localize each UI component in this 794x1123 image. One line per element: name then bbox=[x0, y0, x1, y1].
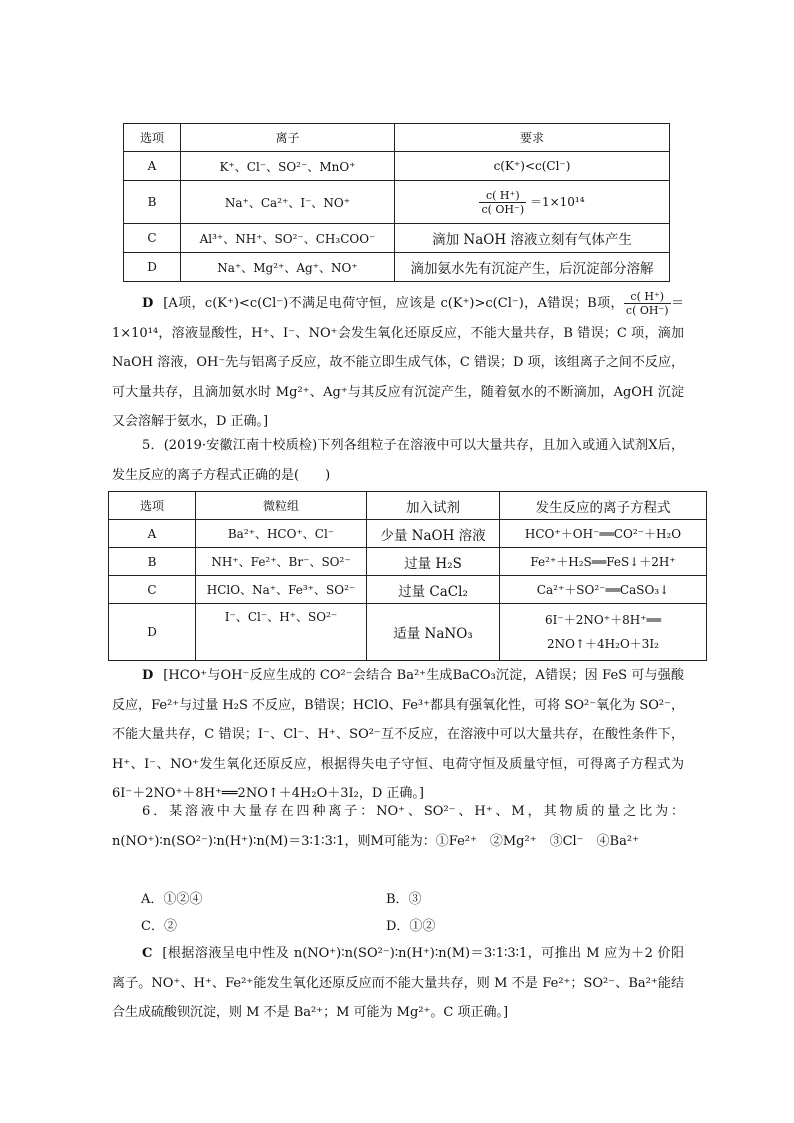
table-header-row bbox=[109, 492, 707, 520]
header-ions: 离子 bbox=[181, 124, 395, 152]
requirement-value: ＝1×10¹⁴ bbox=[529, 194, 585, 209]
row-option: D bbox=[109, 604, 196, 661]
row-particles: NH⁺、Fe²⁺、Br⁻、SO²⁻ bbox=[196, 548, 367, 576]
fraction bbox=[624, 290, 671, 317]
row-requirement: 滴加氨水先有沉淀产生，后沉淀部分溶解 bbox=[395, 253, 670, 282]
header-option: 选项 bbox=[124, 124, 181, 152]
header-option: 选项 bbox=[109, 492, 196, 520]
row-equation: HCO⁺＋OH⁻══CO²⁻＋H₂O bbox=[500, 520, 707, 548]
table-row bbox=[109, 604, 707, 661]
header-requirement: 要求 bbox=[395, 124, 670, 152]
ion-requirement-table bbox=[123, 123, 670, 282]
answer-letter: C bbox=[142, 946, 153, 961]
row-particles: Ba²⁺、HCO⁺、Cl⁻ bbox=[196, 520, 367, 548]
row-option: B bbox=[124, 181, 181, 224]
equation-line-1: 6I⁻＋2NO⁺＋8H⁺══ bbox=[545, 613, 661, 627]
row-equation: Ca²⁺＋SO²⁻══CaSO₃↓ bbox=[500, 576, 707, 604]
table-row bbox=[124, 224, 670, 253]
equation-line-2: 2NO↑＋4H₂O＋3I₂ bbox=[547, 637, 659, 651]
header-particles: 微粒组 bbox=[196, 492, 367, 520]
row-ions: Al³⁺、NH⁺、SO²⁻、CH₃COO⁻ bbox=[181, 224, 395, 253]
row-option: C bbox=[124, 224, 181, 253]
option-b: B．③ bbox=[386, 892, 422, 907]
option-a: A．①②④ bbox=[141, 892, 203, 907]
answer-4-explanation bbox=[112, 289, 684, 437]
table-row bbox=[109, 576, 707, 604]
answer-text-part3: 1×10¹⁴，溶液显酸性，H⁺、I⁻、NO⁺会发生氧化还原反应，不能大量共存，B 错误；C 项，滴加 NaOH 溶液，OH⁻先与铝离子反应，故不能立即生成气体，C 错误；D 项，该组离子之间不反应，可大量共存，且滴加氨水时 Mg²⁺、Ag⁺与其反应有沉淀产生，随着氨水的不断滴加，AgOH 沉淀又会溶解于氨水，D 正确。] bbox=[112, 325, 684, 429]
answer-letter: D bbox=[142, 296, 154, 311]
row-particles: HClO、Na⁺、Fe³⁺、SO²⁻ bbox=[196, 576, 367, 604]
table-row bbox=[109, 548, 707, 576]
fraction bbox=[479, 189, 526, 216]
row-option: A bbox=[124, 152, 181, 181]
option-d: D．①② bbox=[386, 919, 436, 934]
row-reagent: 过量 CaCl₂ bbox=[367, 576, 500, 604]
fraction-denominator: c( OH⁻) bbox=[481, 202, 525, 216]
row-reagent: 少量 NaOH 溶液 bbox=[367, 520, 500, 548]
row-option: D bbox=[124, 253, 181, 282]
table-row bbox=[109, 520, 707, 548]
row-particles: I⁻、Cl⁻、H⁺、SO²⁻ bbox=[196, 604, 367, 661]
table-header-row bbox=[124, 124, 670, 152]
row-equation: Fe²⁺＋H₂S══FeS↓＋2H⁺ bbox=[500, 548, 707, 576]
answer-text: [HCO⁺与OH⁻反应生成的 CO²⁻会结合 Ba²⁺生成BaCO₃沉淀，A错误；因 FeS 可与强酸反应，Fe²⁺与过量 H₂S 不反应，B错误；HClO、Fe³⁺都具有强氧化性，可将 SO²⁻氧化为 SO²⁻，不能大量共存，C 错误；I⁻、Cl⁻、H⁺、SO²⁻互不反应，在溶液中可以大量共存，在酸性条件下，H⁺、I⁻、NO⁺发生氧化还原反应，根据得失电子守恒、电荷守恒及质量守恒，可得离子方程式为 6I⁻＋2NO⁺＋8H⁺══2NO↑＋4H₂O＋3I₂，D 正确。] bbox=[112, 668, 684, 801]
fraction-numerator: c( H⁺) bbox=[479, 189, 526, 203]
row-requirement: c(K⁺)<c(Cl⁻) bbox=[395, 152, 670, 181]
answer-letter: D bbox=[142, 668, 154, 683]
row-ions: Na⁺、Mg²⁺、Ag⁺、NO⁺ bbox=[181, 253, 395, 282]
row-equation bbox=[500, 604, 707, 661]
fraction-numerator: c( H⁺) bbox=[624, 290, 671, 304]
question-5-stem: 5．(2019·安徽江南十校质检)下列各组粒子在溶液中可以大量共存，且加入或通入试剂X后，发生反应的离子方程式正确的是( ) bbox=[112, 438, 684, 483]
row-option: A bbox=[109, 520, 196, 548]
answer-text: [根据溶液呈电中性及 n(NO⁺)∶n(SO²⁻)∶n(H⁺)∶n(M)＝3∶1∶3∶1，可推出 M 应为＋2 价阳离子。NO⁺、H⁺、Fe²⁺能发生氧化还原反应而不能大量共存，则 M 不是 Fe²⁺；SO²⁻、Ba²⁺能结合生成硫酸钡沉淀，则 M 不是 Ba²⁺；M 可能为 Mg²⁺。C 项正确。] bbox=[112, 946, 684, 1020]
question-6-stem: 6．某溶液中大量存在四种离子：NO⁺、SO²⁻、H⁺、M，其物质的量之比为：n(NO⁺)∶n(SO²⁻)∶n(H⁺)∶n(M)＝3∶1∶3∶1，则M可能为：①Fe²⁺ ②Mg²⁺ ③Cl⁻ ④Ba²⁺ bbox=[112, 804, 684, 849]
answer-5-explanation bbox=[112, 661, 684, 809]
table-row bbox=[124, 152, 670, 181]
row-option: B bbox=[109, 548, 196, 576]
answer-6-explanation bbox=[112, 939, 684, 1028]
table-row bbox=[124, 181, 670, 224]
row-ions: K⁺、Cl⁻、SO²⁻、MnO⁺ bbox=[181, 152, 395, 181]
fraction-denominator: c( OH⁻) bbox=[625, 304, 669, 317]
row-reagent: 过量 H₂S bbox=[367, 548, 500, 576]
table-row bbox=[124, 253, 670, 282]
answer-text-part1: [A项，c(K⁺)<c(Cl⁻)不满足电荷守恒，应该是 c(K⁺)>c(Cl⁻)，A错误；B项， bbox=[163, 296, 624, 311]
row-requirement bbox=[395, 181, 670, 224]
particle-reaction-table bbox=[108, 491, 707, 661]
row-option: C bbox=[109, 576, 196, 604]
row-requirement: 滴加 NaOH 溶液立刻有气体产生 bbox=[395, 224, 670, 253]
row-ions: Na⁺、Ca²⁺、I⁻、NO⁺ bbox=[181, 181, 395, 224]
header-reagent: 加入试剂 bbox=[367, 492, 500, 520]
answer-text-part2: ＝ bbox=[670, 296, 684, 311]
row-reagent: 适量 NaNO₃ bbox=[367, 604, 500, 661]
header-equation: 发生反应的离子方程式 bbox=[500, 492, 707, 520]
option-c: C．② bbox=[141, 919, 177, 934]
